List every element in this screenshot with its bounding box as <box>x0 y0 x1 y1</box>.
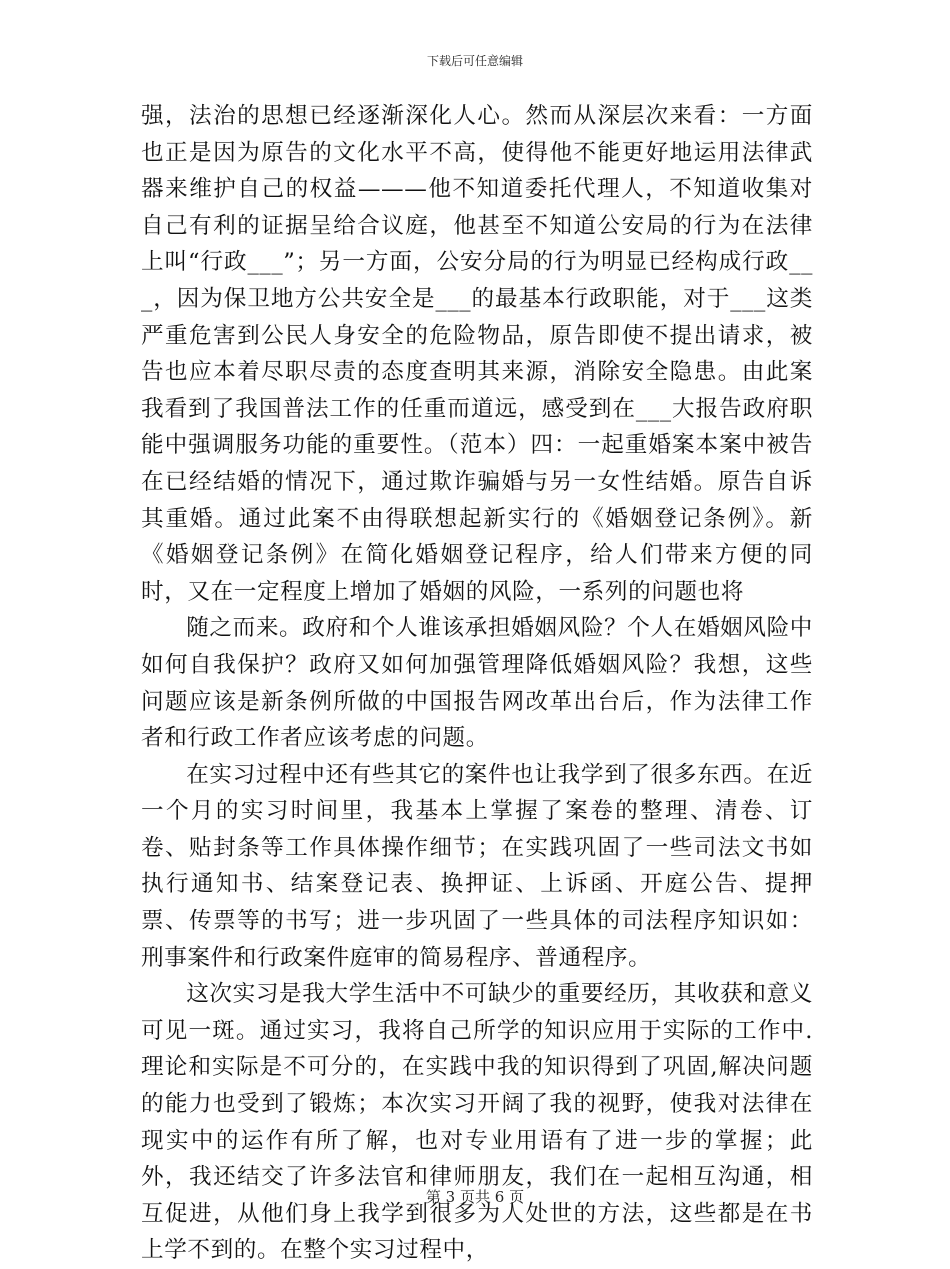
body-paragraph-1: 强，法治的思想已经逐渐深化人心。然而从深层次来看：一方面也正是因为原告的文化水平不高，使得他不能更好地运用法律武器来维护自己的权益———他不知道委托代理人，不知道收集对自己有利的证据呈给合议庭，他甚至不知道公安局的行为在法律上叫“行政___”；另一方面，公安分局的行为明显已经构成行政___，因为保卫地方公共安全是___的最基本行政职能，对于___这类严重危害到公民人身安全的危险物品，原告即使不提出请求，被告也应本着尽职尽责的态度查明其来源，消除安全隐患。由此案我看到了我国普法工作的任重而道远，感受到在___大报告政府职能中强调服务功能的重要性。（范本）四：一起重婚案本案中被告在已经结婚的情况下，通过欺诈骗婚与另一女性结婚。原告自诉其重婚。通过此案不由得联想起新实行的《婚姻登记条例》。新《婚姻登记条例》在简化婚姻登记程序，给人们带来方便的同时，又在一定程度上增加了婚姻的风险，一系列的问题也将 <box>141 103 813 605</box>
page-footer: 第 3 页共 6 页 <box>425 1188 525 1206</box>
body-paragraph-2: 随之而来。政府和个人谁该承担婚姻风险？个人在婚姻风险中如何自我保护？政府又如何加强管理降低婚姻风险？我想，这些问题应该是新条例所做的中国报告网改革出台后，作为法律工作者和行政工作者应该考虑的问题。 <box>141 615 813 752</box>
page-header: 下载后可任意编辑 <box>426 54 523 68</box>
body-paragraph-3: 在实习过程中还有些其它的案件也让我学到了很多东西。在近一个月的实习时间里，我基本上掌握了案卷的整理、清卷、订卷、贴封条等工作具体操作细节；在实践巩固了一些司法文书如执行通知书、结案登记表、换押证、上诉函、开庭公告、提押票、传票等的书写；进一步巩固了一些具体的司法程序知识如：刑事案件和行政案件庭审的简易程序、普通程序。 <box>141 761 813 971</box>
document-body <box>141 98 813 1269</box>
body-paragraph-4: 这次实习是我大学生活中不可缺少的重要经历，其收获和意义可见一斑。通过实习，我将自己所学的知识应用于实际的工作中.理论和实际是不可分的，在实践中我的知识得到了巩固,解决问题的能力也受到了锻炼；本次实习开阔了我的视野，使我对法律在现实中的运作有所了解，也对专业用语有了进一步的掌握；此外，我还结交了许多法官和律师朋友，我们在一起相互沟通，相互促进，从他们身上我学到很多为人处世的方法，这些都是在书上学不到的。在整个实习过程中， <box>141 981 813 1264</box>
